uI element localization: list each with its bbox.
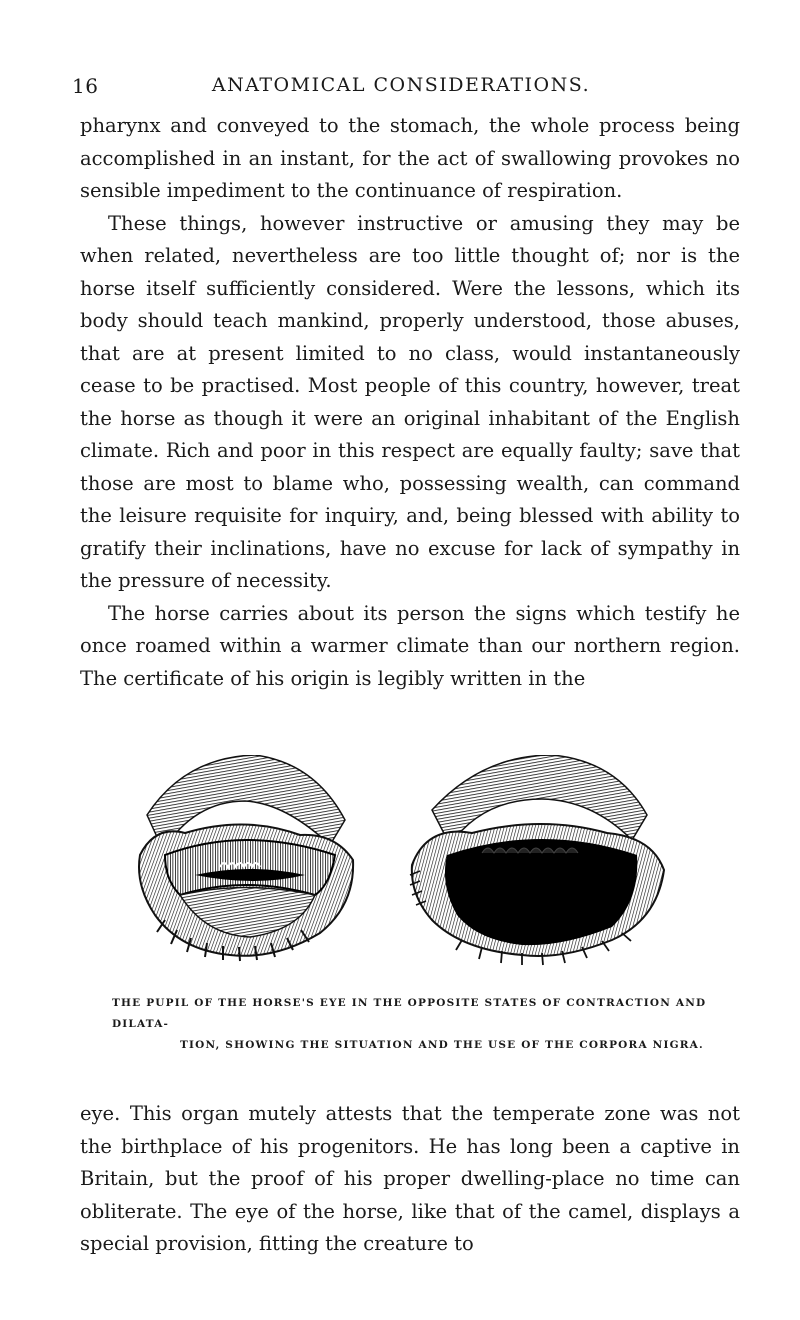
paragraph-continued: pharynx and conveyed to the stomach, the whole process being accomplished in an instant, for the act of swallowing provokes no sensible impediment to the continuance of respiration. xyxy=(80,114,740,202)
eye-illustrations xyxy=(120,755,700,970)
body-text-bottom xyxy=(80,1098,740,1261)
paragraph: These things, however instructive or amusing they may be when related, nevertheless are too little thought of; nor is the horse itself sufficiently considered. Were the lessons, which its body should teach mankind, properly understood, those abuses, that are at present limited to no class, would instantaneously cease to be practised. Most people of this country, however, treat the horse as though it were an original inhabitant of the English climate. Rich and poor in this respect are equally faulty; save that those are most to blame who, possessing wealth, can command the leisure requisite for inquiry, and, being blessed with ability to gratify their inclinations, have no excuse for lack of sympathy in the pressure of necessity. xyxy=(80,211,740,592)
caption-line-2: TION, SHOWING THE SITUATION AND THE USE OF THE CORPORA NIGRA. xyxy=(180,1039,704,1051)
body-text-top xyxy=(80,110,740,695)
caption-line-1: THE PUPIL OF THE HORSE'S EYE IN THE OPPOSITE STATES OF CONTRACTION AND DILATA- xyxy=(112,997,707,1030)
paragraph: The horse carries about its person the signs which testify he once roamed within a warmer climate than our northern region. The certificate of his origin is legibly written in the xyxy=(80,601,740,690)
running-head: ANATOMICAL CONSIDERATIONS. xyxy=(211,74,591,96)
paragraph-continued: eye. This organ mutely attests that the temperate zone was not the birthplace of his progenitors. He has long been a captive in Britain, but the proof of his proper dwelling-place no time can obliterate. The eye of the horse, like that of the camel, displays a special provision, fitting the creature to xyxy=(80,1102,740,1255)
page-number: 16 xyxy=(72,74,99,98)
figure-caption xyxy=(112,993,712,1056)
contracted-pupil-illustration xyxy=(125,755,365,970)
page-header xyxy=(72,74,730,102)
dilated-pupil-illustration xyxy=(402,755,672,970)
